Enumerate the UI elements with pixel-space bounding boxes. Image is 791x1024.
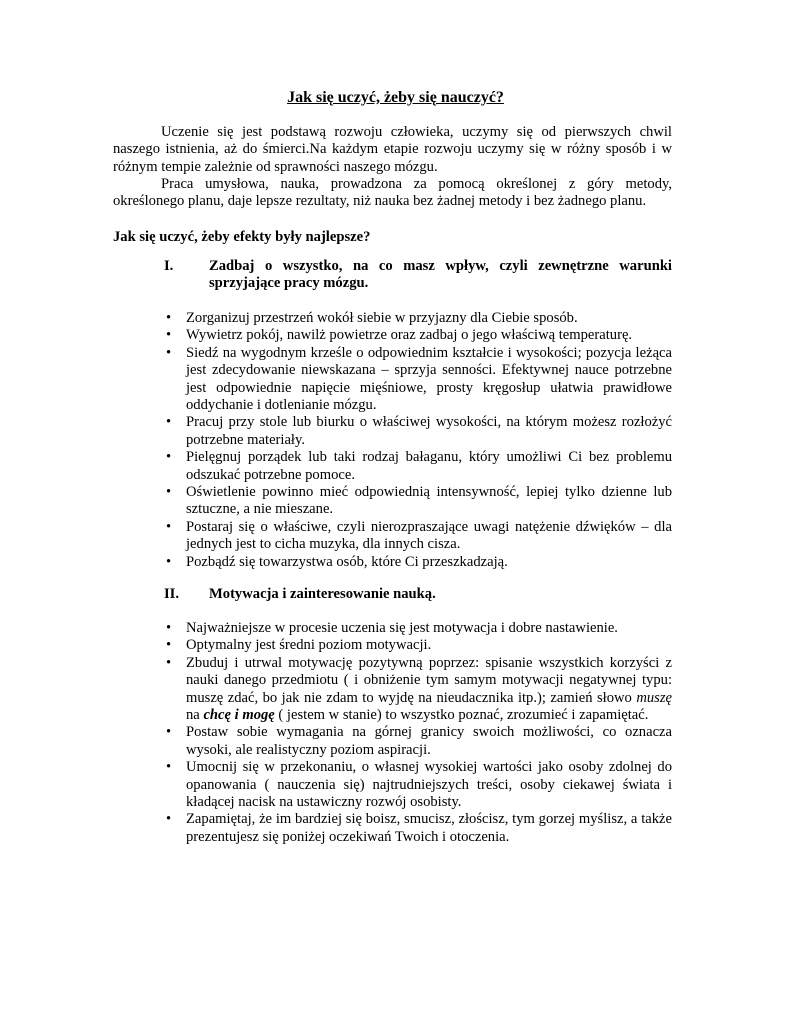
section-2-number: II.: [164, 586, 180, 602]
section-2-title: Motywacja i zainteresowanie nauką.: [209, 586, 436, 602]
bullet-icon: •: [166, 518, 172, 535]
intro-paragraph-1: Uczenie się jest podstawą rozwoju człowieka, uczymy się od pierwszych chwil naszego istnienia, aż do śmierci.Na każdym etapie rozwoju uczymy się w różny sposób i w różnym tempie zależnie od sprawności naszego mózgu.: [113, 124, 672, 175]
section-1-list: [164, 310, 672, 571]
list-item: • Optymalny jest średni poziom motywacji.: [166, 637, 432, 654]
list-item: • Zorganizuj przestrzeń wokół siebie w przyjazny dla Ciebie sposób.: [166, 310, 578, 326]
document-title: Jak się uczyć, żeby się nauczyć?: [287, 89, 504, 106]
bullet-icon: •: [166, 449, 172, 466]
intro-paragraph-2: Praca umysłowa, nauka, prowadzona za pomocą określonej z góry metody, określonego planu, daje lepsze rezultaty, niż nauka bez żadnej metody i bez żadnego planu.: [113, 176, 672, 210]
section-2-heading: [164, 586, 672, 603]
bullet-icon: •: [166, 654, 172, 671]
section-question: Jak się uczyć, żeby efekty były najlepsze?: [113, 229, 371, 245]
list-item: • Oświetlenie powinno mieć odpowiednią intensywność, lepiej tylko dzienne lub sztuczne, a nie mieszane.: [166, 484, 672, 518]
section-1-title: Zadbaj o wszystko, na co masz wpływ, czyli zewnętrzne warunki sprzyjające pracy mózgu.: [209, 258, 672, 292]
list-item: • Postaw sobie wymagania na górnej granicy swoich możliwości, co oznacza wysoki, ale realistyczny poziom aspiracji.: [166, 724, 672, 758]
list-item: • Wywietrz pokój, nawilż powietrze oraz zadbaj o jego właściwą temperaturę.: [166, 327, 633, 344]
list-item: • Zbuduj i utrwal motywację pozytywną poprzez: spisanie wszystkich korzyści z nauki danego przedmiotu ( i obniżenie tym samym motywacji negatywnej typu: muszę zdać, bo jak nie zdam to wyjdę na nieudacznika itp.); zamień słowo muszę na chcę i mogę ( jestem w stanie) to wszystko poznać, zrozumieć i zapamiętać.: [166, 654, 672, 724]
bullet-icon: •: [166, 553, 172, 570]
bullet-icon: •: [166, 759, 172, 776]
list-item: • Postaraj się o właściwe, czyli nierozpraszające uwagi natężenie dźwięków – dla jednych jest to cicha muzyka, dla innych cisza.: [166, 518, 672, 553]
bullet-icon: •: [166, 484, 172, 501]
section-1-number: I.: [164, 258, 174, 274]
list-item: • Pozbądź się towarzystwa osób, które Ci przeszkadzają.: [166, 553, 508, 570]
section-2-list: [164, 620, 672, 846]
bullet-icon: •: [166, 327, 172, 344]
bullet-icon: •: [166, 414, 172, 431]
bullet-icon: •: [166, 344, 172, 361]
list-item: • Pielęgnuj porządek lub taki rodzaj bałaganu, który umożliwi Ci bez problemu odszukać potrzebne pomoce.: [166, 449, 672, 483]
emphasis-chcę-i-mogę: chcę i mogę: [203, 707, 275, 724]
list-item: • Najważniejsze w procesie uczenia się jest motywacja i dobre nastawienie.: [166, 620, 618, 636]
list-item: • Umocnij się w przekonaniu, o własnej wysokiej wartości jako osoby zdolnej do opanowania ( nauczenia się) najtrudniejszych treści, osoby ciekawej świata i kładącej nacisk na ustawiczny rozwój osobisty.: [166, 759, 672, 811]
bullet-icon: •: [166, 811, 172, 828]
bullet-icon: •: [166, 620, 172, 636]
list-item: • Siedź na wygodnym krześle o odpowiednim kształcie i wysokości; pozycja leżąca jest zdecydowanie niewskazana – sprzyja senności. Efektywnej nauce potrzebne jest odpowiednie napięcie mięśniowe, prosty kręgosłup ułatwia prawidłowe oddychanie i dotlenianie mózgu.: [166, 344, 672, 414]
list-item: • Zapamiętaj, że im bardziej się boisz, smucisz, złościsz, tym gorzej myślisz, a także prezentujesz się poniżej oczekiwań Twoich i otoczenia.: [166, 811, 672, 845]
bullet-icon: •: [166, 724, 172, 741]
bullet-icon: •: [166, 310, 172, 326]
section-1-heading: [164, 258, 672, 293]
emphasis-muszę: muszę: [636, 689, 672, 706]
bullet-icon: •: [166, 637, 172, 654]
list-item: • Pracuj przy stole lub biurku o właściwej wysokości, na którym możesz rozłożyć potrzebne materiały.: [166, 414, 672, 448]
